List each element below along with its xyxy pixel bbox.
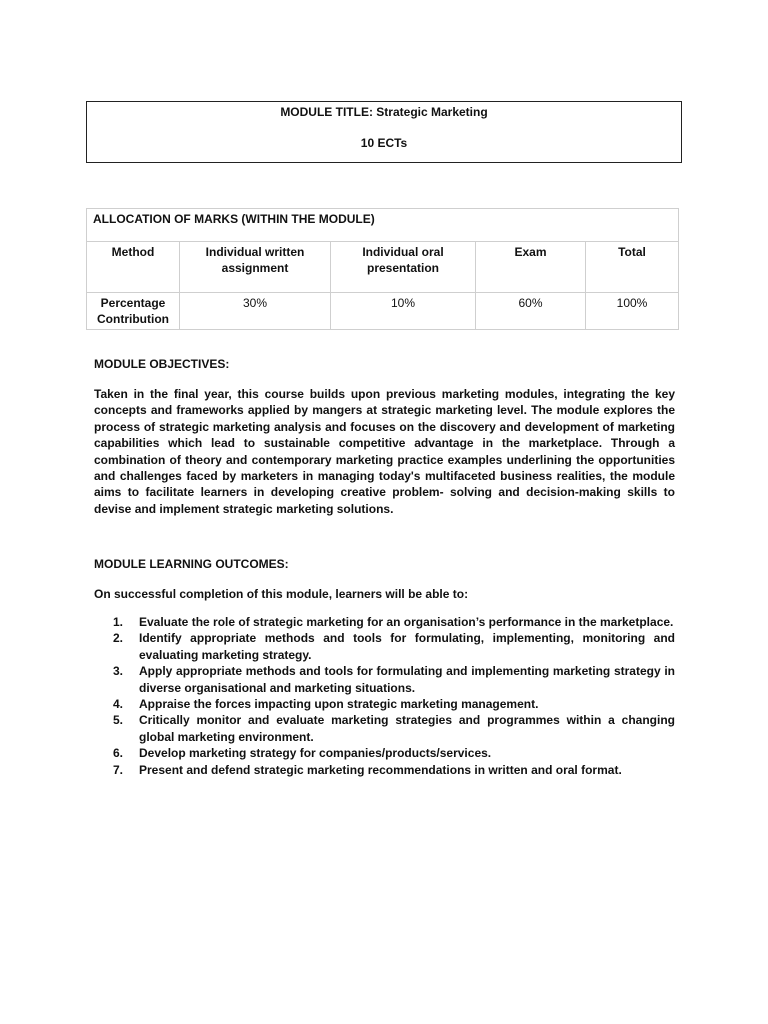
table-cell: 30% [180, 293, 331, 330]
list-item [94, 663, 675, 696]
column-header: Individual written assignment [180, 242, 331, 293]
list-item [94, 745, 675, 761]
list-number: 7. [113, 762, 124, 777]
table-cell: 10% [331, 293, 476, 330]
list-item [94, 712, 675, 745]
column-header: Exam [476, 242, 586, 293]
list-number: 3. [113, 664, 124, 679]
list-item [94, 696, 675, 712]
table-cell: 100% [586, 293, 679, 330]
module-title-box [86, 101, 682, 163]
list-item-text: Identify appropriate methods and tools for formulating, implementing, monitoring and evaluating marketing strategy. [139, 631, 675, 662]
list-item-text: Appraise the forces impacting upon strategic marketing management. [139, 697, 539, 712]
list-number: 5. [113, 713, 124, 728]
list-item-text: Apply appropriate methods and tools for formulating and implementing marketing strategy in diverse organisational and marketing situations. [139, 664, 675, 695]
allocation-table [86, 208, 679, 330]
column-header: Individual oral presentation [331, 242, 476, 293]
list-item [94, 762, 675, 778]
row-label: Percentage Contribution [87, 293, 180, 330]
list-number: 6. [113, 746, 124, 761]
list-item-text: Critically monitor and evaluate marketing strategies and programmes within a changing global marketing environment. [139, 713, 675, 744]
outcomes-list [94, 614, 675, 778]
module-title: MODULE TITLE: Strategic Marketing [280, 105, 488, 119]
list-item-text: Evaluate the role of strategic marketing for an organisation’s performance in the marketplace. [139, 615, 674, 629]
outcomes-intro: On successful completion of this module, learners will be able to: [94, 587, 469, 601]
module-credits: 10 ECTs [360, 136, 408, 150]
list-item-text: Present and defend strategic marketing recommendations in written and oral format. [139, 762, 622, 777]
list-item [94, 630, 675, 663]
column-header: Method [87, 242, 180, 293]
list-item [94, 614, 675, 630]
allocation-heading: ALLOCATION OF MARKS (WITHIN THE MODULE) [87, 209, 679, 242]
objectives-text: Taken in the final year, this course builds upon previous marketing modules, integrating the key concepts and frameworks applied by mangers at strategic marketing level. The module explores the process of strategic marketing analysis and focuses on the discovery and development of marketing capabilities which lead to sustainable competitive advantage in the marketplace. Through a combination of theory and contemporary marketing practice examples underlining the opportunities and challenges faced by marketers in managing today's multifaceted business realities, the module aims to facilitate learners in developing creative problem- solving and decision-making skills to devise and implement strategic marketing solutions. [94, 387, 675, 516]
list-number: 4. [113, 697, 124, 712]
outcomes-heading: MODULE LEARNING OUTCOMES: [94, 557, 289, 571]
list-number: 2. [113, 631, 124, 646]
column-header: Total [586, 242, 679, 293]
list-item-text: Develop marketing strategy for companies/products/services. [139, 746, 492, 761]
table-cell: 60% [476, 293, 586, 330]
list-number: 1. [113, 615, 124, 629]
objectives-heading: MODULE OBJECTIVES: [94, 357, 230, 371]
